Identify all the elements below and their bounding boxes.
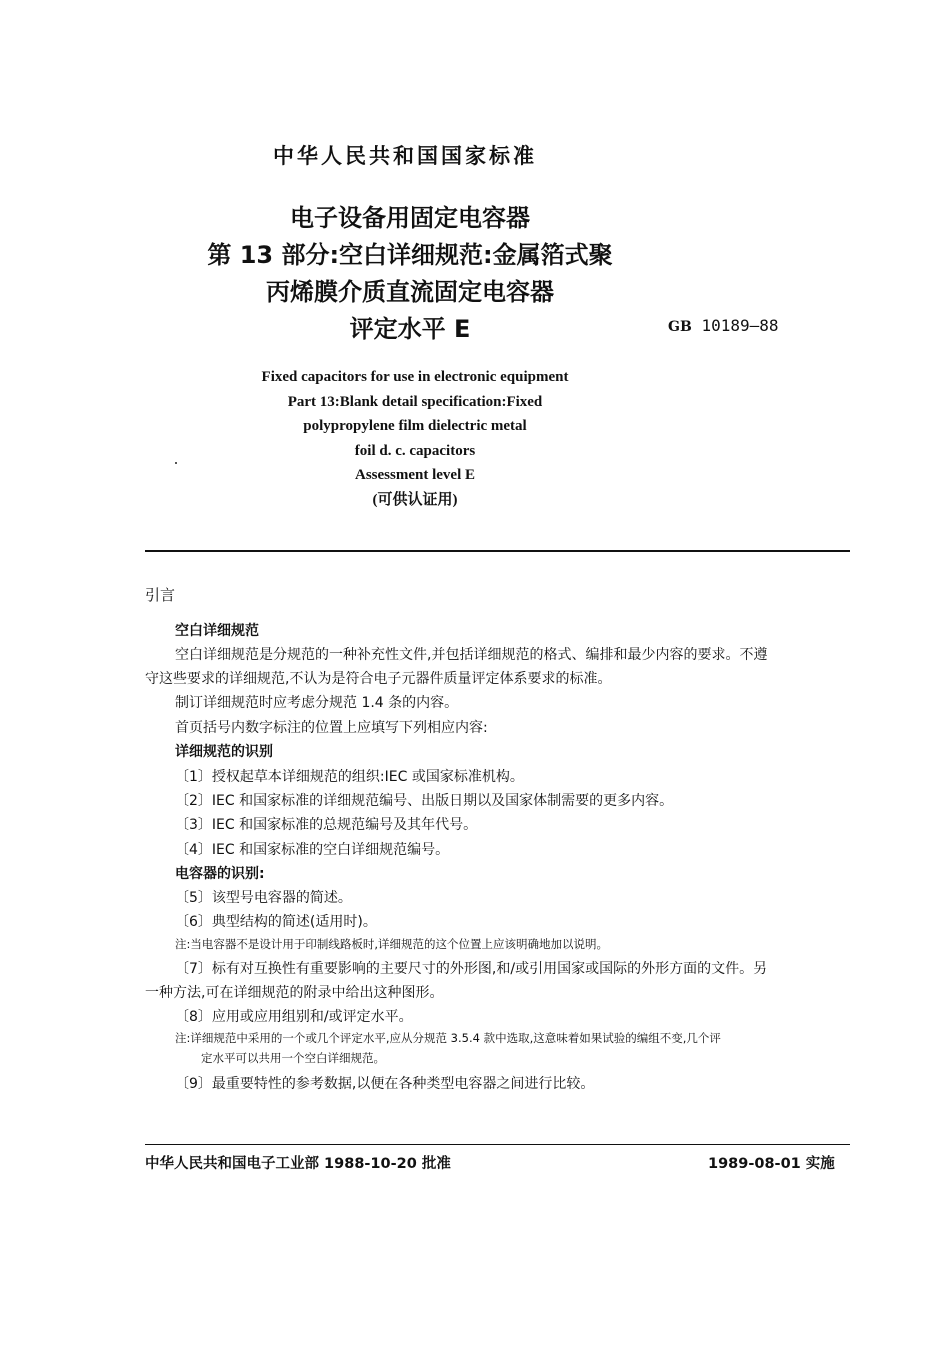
certification-note: (可供认证用) bbox=[372, 491, 458, 508]
standard-title: 中华人民共和国国家标准 bbox=[273, 144, 537, 168]
heading-detail-spec-id: 详细规范的识别 bbox=[175, 744, 273, 760]
approval-date: 中华人民共和国电子工业部 1988-10-20 批准 bbox=[145, 1156, 451, 1172]
list-item-6: 〔6〕典型结构的简述(适用时)。 bbox=[175, 914, 377, 930]
chinese-title-line-1: 电子设备用固定电容器 bbox=[290, 204, 530, 232]
list-item-1: 〔1〕授权起草本详细规范的组织:IEC 或国家标准机构。 bbox=[175, 769, 524, 785]
intro-paragraph-line-2: 守这些要求的详细规范,不认为是符合电子元器件质量评定体系要求的标准。 bbox=[145, 671, 612, 687]
scan-speck bbox=[175, 462, 177, 464]
chinese-title-line-4: 评定水平 E bbox=[349, 315, 471, 343]
header-divider bbox=[145, 550, 850, 552]
list-item-3: 〔3〕IEC 和国家标准的总规范编号及其年代号。 bbox=[175, 817, 478, 833]
chinese-title bbox=[150, 200, 670, 348]
list-item-8: 〔8〕应用或应用组别和/或评定水平。 bbox=[175, 1009, 413, 1025]
english-title-line-1: Fixed capacitors for use in electronic equipment bbox=[261, 369, 569, 385]
chinese-title-line-3: 丙烯膜介质直流固定电容器 bbox=[266, 278, 554, 306]
paragraph-fill-instruction: 首页括号内数字标注的位置上应填写下列相应内容: bbox=[175, 720, 488, 736]
intro-paragraph-line-1: 空白详细规范是分规范的一种补充性文件,并包括详细规范的格式、编排和最少内容的要求。不遵 bbox=[175, 647, 768, 663]
list-item-4: 〔4〕IEC 和国家标准的空白详细规范编号。 bbox=[175, 842, 450, 858]
chinese-title-line-2: 第 13 部分:空白详细规范:金属箔式聚 bbox=[207, 241, 613, 269]
heading-capacitor-id: 电容器的识别: bbox=[175, 866, 265, 882]
paragraph-clause-ref: 制订详细规范时应考虑分规范 1.4 条的内容。 bbox=[175, 695, 459, 711]
english-title bbox=[180, 365, 650, 512]
list-item-2: 〔2〕IEC 和国家标准的详细规范编号、出版日期以及国家体制需要的更多内容。 bbox=[175, 793, 674, 809]
english-title-line-4: foil d. c. capacitors bbox=[354, 442, 476, 459]
subheading-blank-spec: 空白详细规范 bbox=[175, 623, 259, 639]
note-1: 注:当电容器不是设计用于印制线路板时,详细规范的这个位置上应该明确地加以说明。 bbox=[175, 937, 609, 951]
section-heading-foreword: 引言 bbox=[145, 586, 176, 604]
standard-number bbox=[668, 316, 779, 335]
list-item-7-line-2: 一种方法,可在详细规范的附录中给出这种图形。 bbox=[145, 985, 444, 1001]
note-2-line-1: 注:详细规范中采用的一个或几个评定水平,应从分规范 3.5.4 款中选取,这意味着如果试验的编组不变,几个评 bbox=[175, 1031, 721, 1045]
english-title-line-3: polypropylene film dielectric metal bbox=[303, 418, 527, 434]
effective-date: 1989-08-01 实施 bbox=[708, 1156, 835, 1172]
footer-divider bbox=[145, 1144, 850, 1145]
list-item-5: 〔5〕该型号电容器的简述。 bbox=[175, 890, 352, 906]
list-item-7-line-1: 〔7〕标有对互换性有重要影响的主要尺寸的外形图,和/或引用国家或国际的外形方面的文件。另 bbox=[175, 961, 768, 977]
gb-number: 10189—88 bbox=[701, 316, 779, 335]
english-title-line-2: Part 13:Blank detail specification:Fixed bbox=[287, 393, 543, 410]
note-2-line-2: 定水平可以共用一个空白详细规范。 bbox=[201, 1051, 385, 1065]
english-title-line-5: Assessment level E bbox=[355, 467, 475, 483]
list-item-9: 〔9〕最重要特性的参考数据,以便在各种类型电容器之间进行比较。 bbox=[175, 1076, 595, 1092]
gb-prefix: GB bbox=[668, 319, 692, 335]
